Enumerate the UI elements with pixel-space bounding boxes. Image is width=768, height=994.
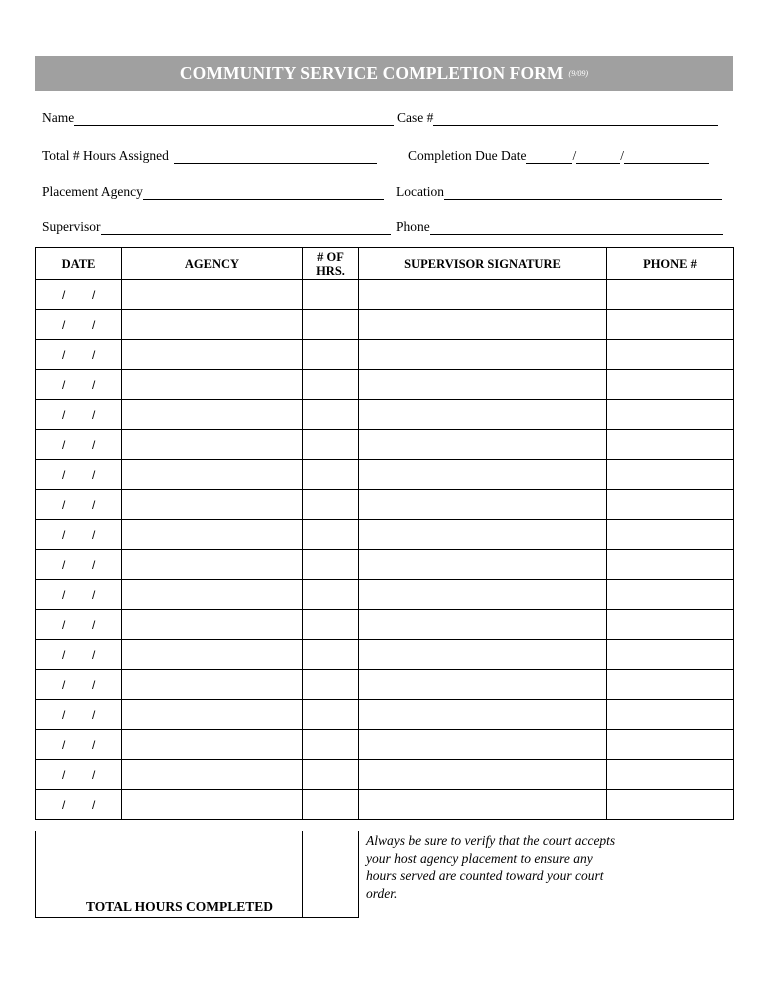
table-row bbox=[36, 790, 734, 820]
hours-header bbox=[303, 248, 359, 280]
agency-cell[interactable] bbox=[122, 610, 303, 640]
signature-cell[interactable] bbox=[359, 550, 607, 580]
date-cell[interactable] bbox=[36, 520, 122, 550]
table-row bbox=[36, 400, 734, 430]
date-slash: / bbox=[62, 708, 66, 722]
date-slash: / bbox=[62, 798, 66, 812]
hours-assigned-row bbox=[42, 148, 377, 164]
hours-assigned-field[interactable] bbox=[174, 149, 377, 164]
location-row bbox=[396, 184, 722, 200]
phone-cell[interactable] bbox=[607, 310, 734, 340]
due-date-year-field[interactable] bbox=[624, 149, 709, 164]
hours-cell[interactable] bbox=[303, 460, 359, 490]
signature-cell[interactable] bbox=[359, 280, 607, 310]
table-row bbox=[36, 490, 734, 520]
date-slash: / bbox=[92, 348, 96, 362]
phone-cell[interactable] bbox=[607, 730, 734, 760]
signature-cell[interactable] bbox=[359, 700, 607, 730]
signature-cell[interactable] bbox=[359, 730, 607, 760]
table-row bbox=[36, 310, 734, 340]
phone-cell[interactable] bbox=[607, 400, 734, 430]
hours-cell[interactable] bbox=[303, 520, 359, 550]
phone-cell[interactable] bbox=[607, 370, 734, 400]
date-slash: / bbox=[92, 648, 96, 662]
phone-cell[interactable] bbox=[607, 280, 734, 310]
signature-cell[interactable] bbox=[359, 490, 607, 520]
phone-cell[interactable] bbox=[607, 700, 734, 730]
date-cell[interactable] bbox=[36, 400, 122, 430]
date-cell[interactable] bbox=[36, 640, 122, 670]
location-label: Location bbox=[396, 184, 444, 199]
signature-cell[interactable] bbox=[359, 760, 607, 790]
due-date-month-field[interactable] bbox=[526, 149, 572, 164]
form-revision: (9/09) bbox=[568, 69, 589, 78]
date-slash: / bbox=[92, 768, 96, 782]
hours-cell[interactable] bbox=[303, 790, 359, 820]
phone-cell[interactable] bbox=[607, 610, 734, 640]
date-slash: / bbox=[92, 558, 96, 572]
agency-cell[interactable] bbox=[122, 520, 303, 550]
hours-header-line2: HRS. bbox=[316, 263, 345, 278]
service-log-table bbox=[35, 247, 734, 820]
date-slash: / bbox=[62, 618, 66, 632]
date-slash: / bbox=[62, 588, 66, 602]
table-row bbox=[36, 370, 734, 400]
table-row bbox=[36, 430, 734, 460]
date-header: DATE bbox=[36, 248, 122, 280]
date-cell[interactable] bbox=[36, 370, 122, 400]
date-slash: / bbox=[92, 738, 96, 752]
date-slash: / bbox=[62, 438, 66, 452]
agency-cell[interactable] bbox=[122, 490, 303, 520]
date-cell[interactable] bbox=[36, 310, 122, 340]
date-slash: / bbox=[62, 318, 66, 332]
hours-cell[interactable] bbox=[303, 610, 359, 640]
agency-cell[interactable] bbox=[122, 340, 303, 370]
table-row bbox=[36, 520, 734, 550]
signature-cell[interactable] bbox=[359, 460, 607, 490]
signature-cell[interactable] bbox=[359, 640, 607, 670]
placement-agency-row bbox=[42, 184, 384, 200]
date-slash: / bbox=[62, 378, 66, 392]
table-row bbox=[36, 700, 734, 730]
date-slash: / bbox=[92, 468, 96, 482]
total-label-cell bbox=[35, 831, 303, 918]
date-cell[interactable] bbox=[36, 610, 122, 640]
table-row bbox=[36, 280, 734, 310]
agency-cell[interactable] bbox=[122, 670, 303, 700]
agency-cell[interactable] bbox=[122, 370, 303, 400]
date-slash: / bbox=[62, 288, 66, 302]
placement-agency-field[interactable] bbox=[143, 185, 384, 200]
date-cell[interactable] bbox=[36, 340, 122, 370]
hours-header-line1: # OF bbox=[317, 249, 344, 264]
court-verification-note: Always be sure to verify that the court accepts your host agency placement to ensure any hours served are counted toward your court order. bbox=[366, 833, 616, 901]
date-slash: / bbox=[92, 288, 96, 302]
total-hours-label: TOTAL HOURS COMPLETED bbox=[86, 899, 274, 914]
signature-cell[interactable] bbox=[359, 580, 607, 610]
agency-cell[interactable] bbox=[122, 310, 303, 340]
total-hours-field[interactable] bbox=[302, 831, 359, 918]
supervisor-label: Supervisor bbox=[42, 219, 101, 234]
date-slash: / bbox=[62, 468, 66, 482]
date-slash: / bbox=[62, 528, 66, 542]
name-label: Name bbox=[42, 110, 75, 125]
table-row bbox=[36, 550, 734, 580]
signature-header: SUPERVISOR SIGNATURE bbox=[359, 248, 607, 280]
date-slash: / bbox=[62, 348, 66, 362]
date-slash: / bbox=[62, 558, 66, 572]
hours-cell[interactable] bbox=[303, 490, 359, 520]
agency-cell[interactable] bbox=[122, 460, 303, 490]
phone-row bbox=[396, 219, 723, 235]
phone-cell[interactable] bbox=[607, 670, 734, 700]
hours-cell[interactable] bbox=[303, 670, 359, 700]
phone-cell[interactable] bbox=[607, 640, 734, 670]
table-header-row bbox=[36, 248, 734, 280]
form-title-bar bbox=[35, 56, 733, 91]
date-cell[interactable] bbox=[36, 430, 122, 460]
date-cell[interactable] bbox=[36, 700, 122, 730]
date-slash: / bbox=[92, 408, 96, 422]
supervisor-field[interactable] bbox=[101, 220, 391, 235]
agency-cell[interactable] bbox=[122, 430, 303, 460]
date-slash: / bbox=[92, 678, 96, 692]
date-slash: / bbox=[62, 498, 66, 512]
table-row bbox=[36, 460, 734, 490]
date-slash: / bbox=[62, 408, 66, 422]
phone-header: PHONE # bbox=[607, 248, 734, 280]
date-slash: / bbox=[62, 648, 66, 662]
hours-cell[interactable] bbox=[303, 730, 359, 760]
due-date-sep-2: / bbox=[620, 148, 625, 163]
signature-cell[interactable] bbox=[359, 790, 607, 820]
due-date-label: Completion Due Date bbox=[408, 148, 527, 163]
phone-cell[interactable] bbox=[607, 580, 734, 610]
date-slash: / bbox=[62, 678, 66, 692]
phone-cell[interactable] bbox=[607, 520, 734, 550]
agency-header: AGENCY bbox=[122, 248, 303, 280]
agency-cell[interactable] bbox=[122, 790, 303, 820]
phone-cell[interactable] bbox=[607, 550, 734, 580]
date-slash: / bbox=[92, 618, 96, 632]
signature-cell[interactable] bbox=[359, 340, 607, 370]
hours-assigned-label: Total # Hours Assigned bbox=[42, 148, 169, 163]
signature-cell[interactable] bbox=[359, 400, 607, 430]
table-row bbox=[36, 670, 734, 700]
date-cell[interactable] bbox=[36, 730, 122, 760]
date-slash: / bbox=[92, 588, 96, 602]
signature-cell[interactable] bbox=[359, 520, 607, 550]
hours-cell[interactable] bbox=[303, 310, 359, 340]
date-slash: / bbox=[92, 498, 96, 512]
date-cell[interactable] bbox=[36, 670, 122, 700]
case-label: Case # bbox=[397, 110, 434, 125]
hours-cell[interactable] bbox=[303, 760, 359, 790]
date-cell[interactable] bbox=[36, 280, 122, 310]
signature-cell[interactable] bbox=[359, 610, 607, 640]
date-cell[interactable] bbox=[36, 460, 122, 490]
date-slash: / bbox=[62, 768, 66, 782]
signature-cell[interactable] bbox=[359, 430, 607, 460]
date-cell[interactable] bbox=[36, 550, 122, 580]
phone-cell[interactable] bbox=[607, 790, 734, 820]
phone-cell[interactable] bbox=[607, 430, 734, 460]
date-slash: / bbox=[92, 798, 96, 812]
agency-cell[interactable] bbox=[122, 550, 303, 580]
agency-cell[interactable] bbox=[122, 580, 303, 610]
case-field[interactable] bbox=[433, 111, 718, 126]
date-slash: / bbox=[62, 738, 66, 752]
hours-cell[interactable] bbox=[303, 280, 359, 310]
due-date-sep-1: / bbox=[572, 148, 577, 163]
hours-cell[interactable] bbox=[303, 370, 359, 400]
date-slash: / bbox=[92, 438, 96, 452]
location-field[interactable] bbox=[444, 185, 722, 200]
date-slash: / bbox=[92, 528, 96, 542]
phone-label: Phone bbox=[396, 219, 430, 234]
supervisor-row bbox=[42, 219, 391, 235]
hours-cell[interactable] bbox=[303, 340, 359, 370]
form-title: COMMUNITY SERVICE COMPLETION FORM bbox=[179, 63, 564, 83]
hours-cell[interactable] bbox=[303, 550, 359, 580]
hours-cell[interactable] bbox=[303, 640, 359, 670]
phone-field[interactable] bbox=[430, 220, 723, 235]
phone-cell[interactable] bbox=[607, 760, 734, 790]
name-row bbox=[42, 110, 394, 126]
date-cell[interactable] bbox=[36, 580, 122, 610]
table-row bbox=[36, 640, 734, 670]
case-row bbox=[397, 110, 718, 126]
signature-cell[interactable] bbox=[359, 310, 607, 340]
phone-cell[interactable] bbox=[607, 490, 734, 520]
hours-cell[interactable] bbox=[303, 400, 359, 430]
hours-cell[interactable] bbox=[303, 430, 359, 460]
date-slash: / bbox=[92, 708, 96, 722]
table-row bbox=[36, 580, 734, 610]
placement-agency-label: Placement Agency bbox=[42, 184, 143, 199]
date-cell[interactable] bbox=[36, 760, 122, 790]
date-slash: / bbox=[92, 378, 96, 392]
table-row bbox=[36, 340, 734, 370]
table-body bbox=[36, 280, 734, 820]
date-cell[interactable] bbox=[36, 790, 122, 820]
agency-cell[interactable] bbox=[122, 400, 303, 430]
phone-cell[interactable] bbox=[607, 460, 734, 490]
signature-cell[interactable] bbox=[359, 370, 607, 400]
agency-cell[interactable] bbox=[122, 730, 303, 760]
agency-cell[interactable] bbox=[122, 280, 303, 310]
table-row bbox=[36, 610, 734, 640]
agency-cell[interactable] bbox=[122, 700, 303, 730]
signature-cell[interactable] bbox=[359, 670, 607, 700]
date-slash: / bbox=[92, 318, 96, 332]
hours-cell[interactable] bbox=[303, 580, 359, 610]
due-date-row bbox=[408, 148, 709, 164]
agency-cell[interactable] bbox=[122, 640, 303, 670]
hours-cell[interactable] bbox=[303, 700, 359, 730]
date-cell[interactable] bbox=[36, 490, 122, 520]
due-date-day-field[interactable] bbox=[576, 149, 620, 164]
table-row bbox=[36, 760, 734, 790]
name-field[interactable] bbox=[74, 111, 394, 126]
table-row bbox=[36, 730, 734, 760]
agency-cell[interactable] bbox=[122, 760, 303, 790]
total-hours-block bbox=[35, 831, 359, 918]
phone-cell[interactable] bbox=[607, 340, 734, 370]
